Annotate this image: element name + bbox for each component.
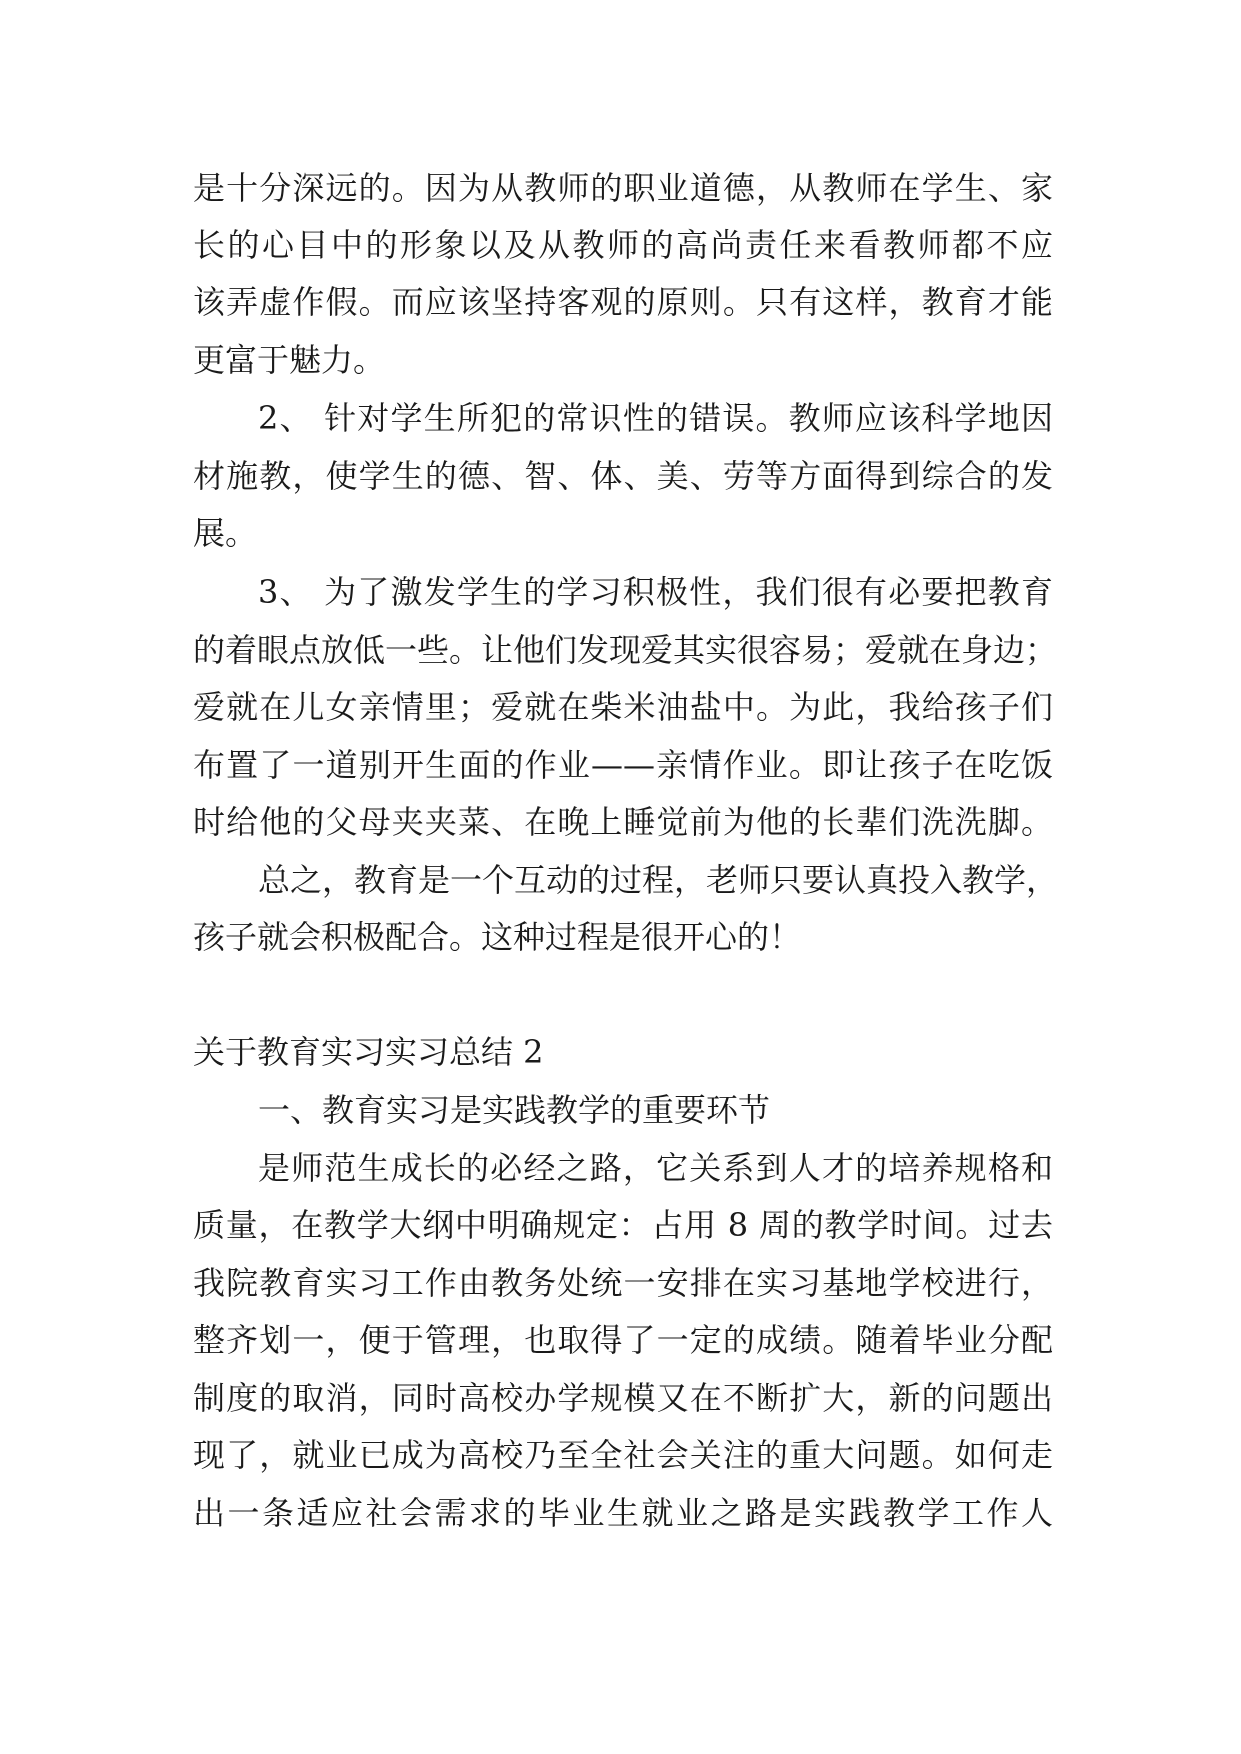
text-line: 是师范生成长的必经之路，它关系到人才的培养规格和 — [258, 1149, 1053, 1187]
text-line: 是十分深远的。因为从教师的职业道德，从教师在学生、家 — [193, 169, 1053, 207]
text-line: 现了，就业已成为高校乃至全社会关注的重大问题。如何走 — [193, 1436, 1053, 1474]
text-line: 整齐划一，便于管理，也取得了一定的成绩。随着毕业分配 — [193, 1321, 1053, 1359]
text-line: 孩子就会积极配合。这种过程是很开心的！ — [193, 918, 802, 956]
text-line: 我院教育实习工作由教务处统一安排在实习基地学校进行， — [193, 1264, 1053, 1302]
text-line: 质量，在教学大纲中明确规定：占用 8 周的教学时间。过去 — [193, 1206, 1053, 1244]
text-line: 3、 为了激发学生的学习积极性，我们很有必要把教育 — [258, 573, 1053, 611]
text-line: 更富于魅力。 — [193, 341, 386, 379]
text-line: 制度的取消，同时高校办学规模又在不断扩大，新的问题出 — [193, 1379, 1053, 1417]
section-title: 关于教育实习实习总结 2 — [193, 1033, 544, 1071]
text-line: 该弄虚作假。而应该坚持客观的原则。只有这样，教育才能 — [193, 283, 1053, 321]
text-line: 爱就在儿女亲情里；爱就在柴米油盐中。为此，我给孩子们 — [193, 688, 1053, 726]
text-line: 材施教，使学生的德、智、体、美、劳等方面得到综合的发 — [193, 457, 1053, 495]
text-line: 长的心目中的形象以及从教师的高尚责任来看教师都不应 — [193, 226, 1053, 264]
text-line: 2、 针对学生所犯的常识性的错误。教师应该科学地因 — [258, 399, 1053, 437]
section-heading: 一、教育实习是实践教学的重要环节 — [258, 1091, 771, 1129]
text-line: 出一条适应社会需求的毕业生就业之路是实践教学工作人 — [193, 1494, 1053, 1532]
text-line: 总之，教育是一个互动的过程，老师只要认真投入教学， — [258, 861, 1059, 899]
text-line: 布置了一道别开生面的作业——亲情作业。即让孩子在吃饭 — [193, 746, 1053, 784]
text-line: 展。 — [193, 514, 258, 552]
text-line: 时给他的父母夹夹菜、在晚上睡觉前为他的长辈们洗洗脚。 — [193, 803, 1053, 841]
text-line: 的着眼点放低一些。让他们发现爱其实很容易；爱就在身边； — [193, 631, 1058, 669]
